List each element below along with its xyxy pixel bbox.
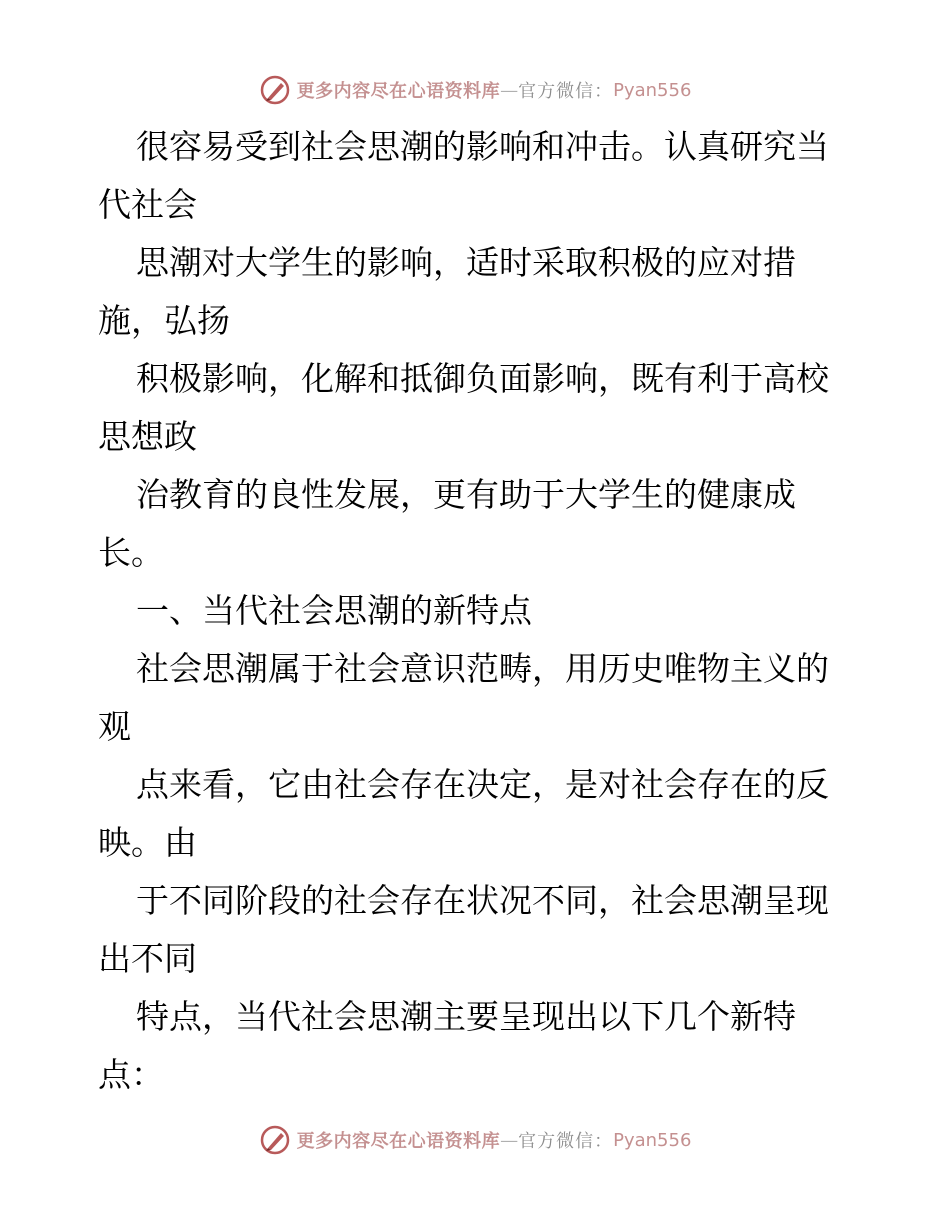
footer-watermark bbox=[0, 1120, 950, 1160]
paragraph-line: 出不同 bbox=[98, 939, 197, 978]
paragraph-1 bbox=[98, 118, 858, 234]
paragraph-2 bbox=[98, 234, 858, 350]
watermark-site-text: 更多内容尽在心语资料库 bbox=[296, 1131, 501, 1152]
paragraph-line: 治教育的良性发展，更有助于大学生的健康成 bbox=[136, 475, 796, 514]
document-body bbox=[98, 118, 858, 1104]
paragraph-line: 特点，当代社会思潮主要呈现出以下几个新特 bbox=[136, 997, 796, 1036]
paragraph-line: 社会思潮属于社会意识范畴，用历史唯物主义的 bbox=[136, 649, 829, 688]
paragraph-4 bbox=[98, 466, 858, 582]
pen-logo-icon bbox=[259, 1124, 291, 1156]
paragraph-line: 点： bbox=[98, 1055, 164, 1094]
watermark-dash: — bbox=[500, 1129, 519, 1151]
paragraph-9 bbox=[98, 988, 858, 1104]
paragraph-6 bbox=[98, 640, 858, 756]
watermark-site-text: 更多内容尽在心语资料库 bbox=[296, 81, 501, 102]
paragraph-line: 于不同阶段的社会存在状况不同，社会思潮呈现 bbox=[136, 881, 829, 920]
paragraph-line: 观 bbox=[98, 707, 131, 746]
paragraph-line: 思想政 bbox=[98, 417, 197, 456]
paragraph-line: 点来看，它由社会存在决定，是对社会存在的反 bbox=[136, 765, 829, 804]
paragraph-line: 很容易受到社会思潮的影响和冲击。认真研究当 bbox=[136, 127, 829, 166]
paragraph-line: 施，弘扬 bbox=[98, 301, 230, 340]
paragraph-line: 长。 bbox=[98, 533, 164, 572]
watermark-dash: — bbox=[500, 79, 519, 101]
watermark-wechat-id: Pyan556 bbox=[613, 79, 692, 101]
paragraph-7 bbox=[98, 756, 858, 872]
watermark-wechat-id: Pyan556 bbox=[613, 1129, 692, 1151]
section-heading bbox=[98, 582, 858, 640]
paragraph-line: 思潮对大学生的影响，适时采取积极的应对措 bbox=[136, 243, 796, 282]
paragraph-line: 代社会 bbox=[98, 185, 197, 224]
pen-logo-icon bbox=[259, 74, 291, 106]
watermark-wechat-label: 官方微信： bbox=[518, 1131, 614, 1152]
watermark-wechat-label: 官方微信： bbox=[518, 81, 614, 102]
paragraph-8 bbox=[98, 872, 858, 988]
section-heading-text: 一、当代社会思潮的新特点 bbox=[136, 591, 532, 630]
paragraph-3 bbox=[98, 350, 858, 466]
paragraph-line: 映。由 bbox=[98, 823, 197, 862]
paragraph-line: 积极影响，化解和抵御负面影响，既有利于高校 bbox=[136, 359, 829, 398]
header-watermark bbox=[0, 70, 950, 110]
